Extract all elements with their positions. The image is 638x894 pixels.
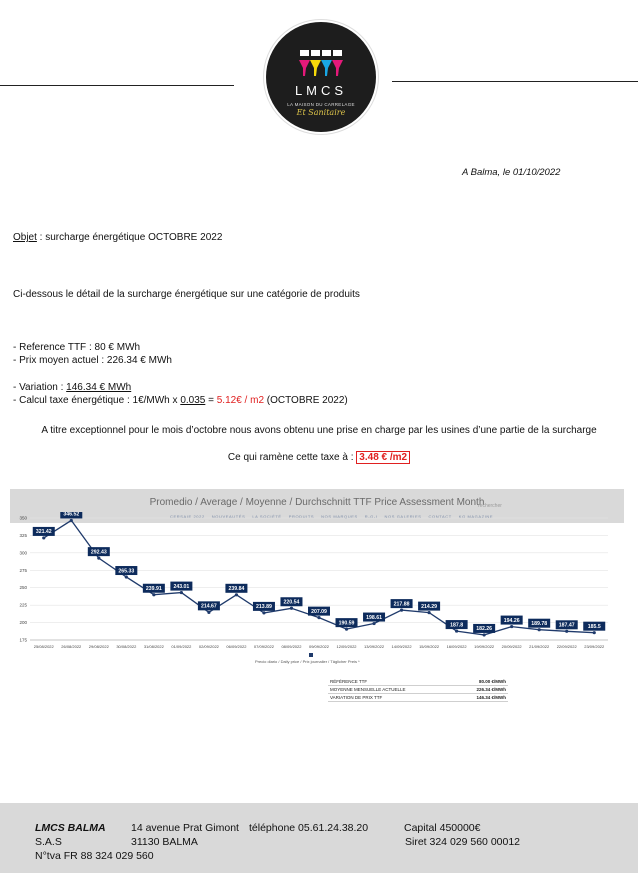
chart-data-labels [33, 512, 605, 633]
company-logo [266, 22, 376, 132]
data-label: 187.47 [558, 622, 575, 629]
footer-sas: S.A.S [35, 836, 62, 848]
logo-subtitle: LA MAISON DU CARRELAGE [287, 102, 355, 107]
final-tax-line [0, 452, 638, 463]
data-label: 190.59 [338, 620, 355, 627]
chart-x-axis [34, 644, 605, 649]
x-tick-label: 23/09/2022 [584, 644, 605, 649]
x-tick-label: 09/09/2022 [308, 644, 330, 649]
data-point [538, 628, 541, 631]
data-point [70, 519, 73, 522]
x-tick-label: 26/08/2022 [61, 644, 82, 649]
variation-value: 146.34 € MWh [66, 382, 132, 393]
x-tick-label: 22/09/2022 [556, 644, 577, 649]
data-label: 214.29 [421, 603, 438, 610]
reference-line: - Reference TTF : 80 € MWh [13, 342, 141, 353]
calc-prefix: - Calcul taxe énergétique : 1€/MWh x [13, 395, 181, 406]
nav-item-3[interactable]: PRODUITS [288, 514, 315, 519]
nav-item-4[interactable]: NOS MARQUES [321, 514, 358, 519]
data-label: 217.88 [393, 601, 410, 608]
summary-value: 80.00 €/MWh [478, 679, 506, 684]
data-point [207, 611, 210, 614]
data-point [593, 631, 596, 634]
data-point [180, 591, 183, 594]
footer-address-1: 14 avenue Prat Gimont [131, 822, 239, 834]
exceptional-note: A titre exceptionnel pour le mois d’octobre nous avons obtenu une prise en charge par les usines d’une partie de la surcharge [41, 425, 597, 436]
average-price-line: - Prix moyen actuel : 226.34 € MWh [13, 355, 172, 366]
final-prefix: Ce qui ramène cette taxe à : [227, 452, 357, 463]
y-tick-label: 275 [19, 567, 27, 573]
x-tick-label: 14/09/2022 [391, 644, 412, 649]
intro-paragraph: Ci-dessous le détail de la surcharge énergétique sur une catégorie de produits [13, 289, 360, 300]
x-tick-label: 19/09/2022 [474, 644, 495, 649]
x-tick-label: 08/09/2022 [281, 644, 302, 649]
data-label: 207.09 [311, 608, 327, 615]
x-tick-label: 25/08/2022 [33, 644, 54, 649]
y-tick-label: 225 [19, 602, 27, 608]
x-tick-label: 21/09/2022 [529, 644, 550, 649]
calc-suffix: (OCTOBRE 2022) [264, 395, 348, 406]
header-rule-left [0, 85, 234, 86]
letter-footer [0, 803, 638, 873]
data-label: 321.42 [35, 529, 52, 536]
nav-item-2[interactable]: LA SOCIÉTÉ [252, 514, 282, 519]
summary-row [328, 678, 508, 686]
x-tick-label: 07/09/2022 [253, 644, 274, 649]
summary-table [328, 678, 508, 702]
data-label: 220.54 [283, 599, 300, 606]
variation-prefix: - Variation : [13, 382, 67, 393]
data-point [262, 611, 265, 614]
data-label: 265.33 [118, 568, 135, 575]
data-point [42, 536, 45, 539]
x-tick-label: 20/09/2022 [501, 644, 522, 649]
x-tick-label: 02/09/2022 [198, 644, 219, 649]
data-point [317, 616, 320, 619]
summary-row [328, 694, 508, 702]
data-point [125, 575, 128, 578]
data-label: 346.52 [63, 512, 80, 518]
data-point [427, 611, 430, 614]
footer-tva: N°tva FR 88 324 029 560 [35, 850, 154, 862]
data-label: 182.26 [476, 626, 493, 633]
data-point [483, 633, 486, 636]
footer-address-2: 31130 BALMA [131, 836, 198, 848]
data-point [455, 629, 458, 632]
legend-swatch [309, 653, 313, 657]
chart-title: Promedio / Average / Moyenne / Durchschnitt TTF Price Assessment Month [149, 497, 485, 508]
x-tick-label: 31/08/2022 [143, 644, 164, 649]
nav-item-8[interactable]: KG MAGAZINE [458, 514, 494, 519]
data-point [372, 622, 375, 625]
subject-text: : surcharge énergétique OCTOBRE 2022 [36, 232, 223, 243]
calculation-line [13, 395, 348, 406]
y-tick-label: 175 [19, 637, 27, 643]
subject-label: Objet [13, 232, 37, 243]
data-point [345, 628, 348, 631]
nav-item-0[interactable]: CERSAIE 2022 [170, 514, 205, 519]
logo-figures-icon [297, 48, 345, 78]
footer-company: LMCS BALMA [35, 822, 106, 834]
calc-eq: = [205, 395, 217, 406]
data-point [152, 593, 155, 596]
nav-item-6[interactable]: NOS GALERIES [384, 514, 422, 519]
x-tick-label: 15/09/2022 [419, 644, 440, 649]
summary-value: 226.34 €/MWh [476, 687, 506, 692]
data-label: 187.8 [450, 622, 464, 629]
summary-label: MOYENNE MENSUELLE ACTUELLE [330, 687, 406, 692]
x-tick-label: 06/09/2022 [226, 644, 247, 649]
x-tick-label: 13/09/2022 [364, 644, 385, 649]
data-point [565, 630, 568, 633]
data-label: 239.84 [228, 586, 245, 593]
data-point [400, 609, 403, 612]
data-label: 214.67 [200, 603, 217, 610]
data-label: 292.43 [90, 549, 107, 556]
logo-brand: LMCS [294, 83, 348, 98]
summary-row [328, 686, 508, 694]
x-tick-label: 12/09/2022 [336, 644, 357, 649]
logo-script: Et Sanitaire [296, 108, 346, 117]
y-tick-label: 300 [19, 550, 27, 556]
ttf-price-chart [10, 512, 624, 657]
chart-legend: Precio diario / Daily price / Prix journalier / Tâglicher Preis * [255, 659, 360, 664]
data-label: 243.01 [173, 583, 190, 590]
calc-factor: 0.035 [180, 395, 206, 406]
nav-item-7[interactable]: CONTACT [428, 514, 452, 519]
nav-item-1[interactable]: NOUVEAUTÉS [211, 514, 246, 519]
y-tick-label: 325 [19, 532, 27, 538]
letter-date: A Balma, le 01/10/2022 [462, 167, 561, 178]
data-label: 213.89 [256, 604, 272, 611]
footer-siret: Siret 324 029 560 00012 [405, 836, 521, 848]
data-point [97, 557, 100, 560]
chart-watermark: rechercher [478, 503, 502, 509]
data-label: 189.78 [531, 620, 548, 627]
letter-subject [13, 232, 222, 243]
x-tick-label: 16/09/2022 [446, 644, 467, 649]
data-point [235, 593, 238, 596]
chart-y-axis [19, 516, 27, 643]
nav-item-5[interactable]: R-G-I [364, 514, 378, 519]
x-tick-label: 29/08/2022 [88, 644, 109, 649]
y-tick-label: 200 [19, 620, 27, 626]
footer-capital: Capital 450000€ [404, 822, 481, 834]
y-tick-label: 250 [19, 585, 27, 591]
footer-phone: téléphone 05.61.24.38.20 [249, 822, 369, 834]
data-label: 239.91 [145, 586, 162, 593]
header-rule-right [392, 81, 638, 82]
final-tax-value: 3.48 € /m2 [356, 451, 410, 464]
summary-label: RÉFÉRENCE TTF [330, 679, 368, 684]
data-label: 194.26 [503, 617, 520, 624]
data-label: 198.61 [366, 614, 382, 621]
x-tick-label: 01/09/2022 [171, 644, 192, 649]
summary-value: 146.34 €/MWh [476, 695, 506, 700]
summary-label: VARIATION DE PRIX TTF [330, 695, 383, 700]
calc-result: 5.12€ / m2 [216, 395, 265, 406]
y-tick-label: 350 [19, 515, 27, 521]
x-tick-label: 30/08/2022 [116, 644, 137, 649]
data-point [290, 607, 293, 610]
variation-line [13, 382, 131, 393]
data-point [510, 625, 513, 628]
data-label: 185.5 [587, 623, 601, 630]
